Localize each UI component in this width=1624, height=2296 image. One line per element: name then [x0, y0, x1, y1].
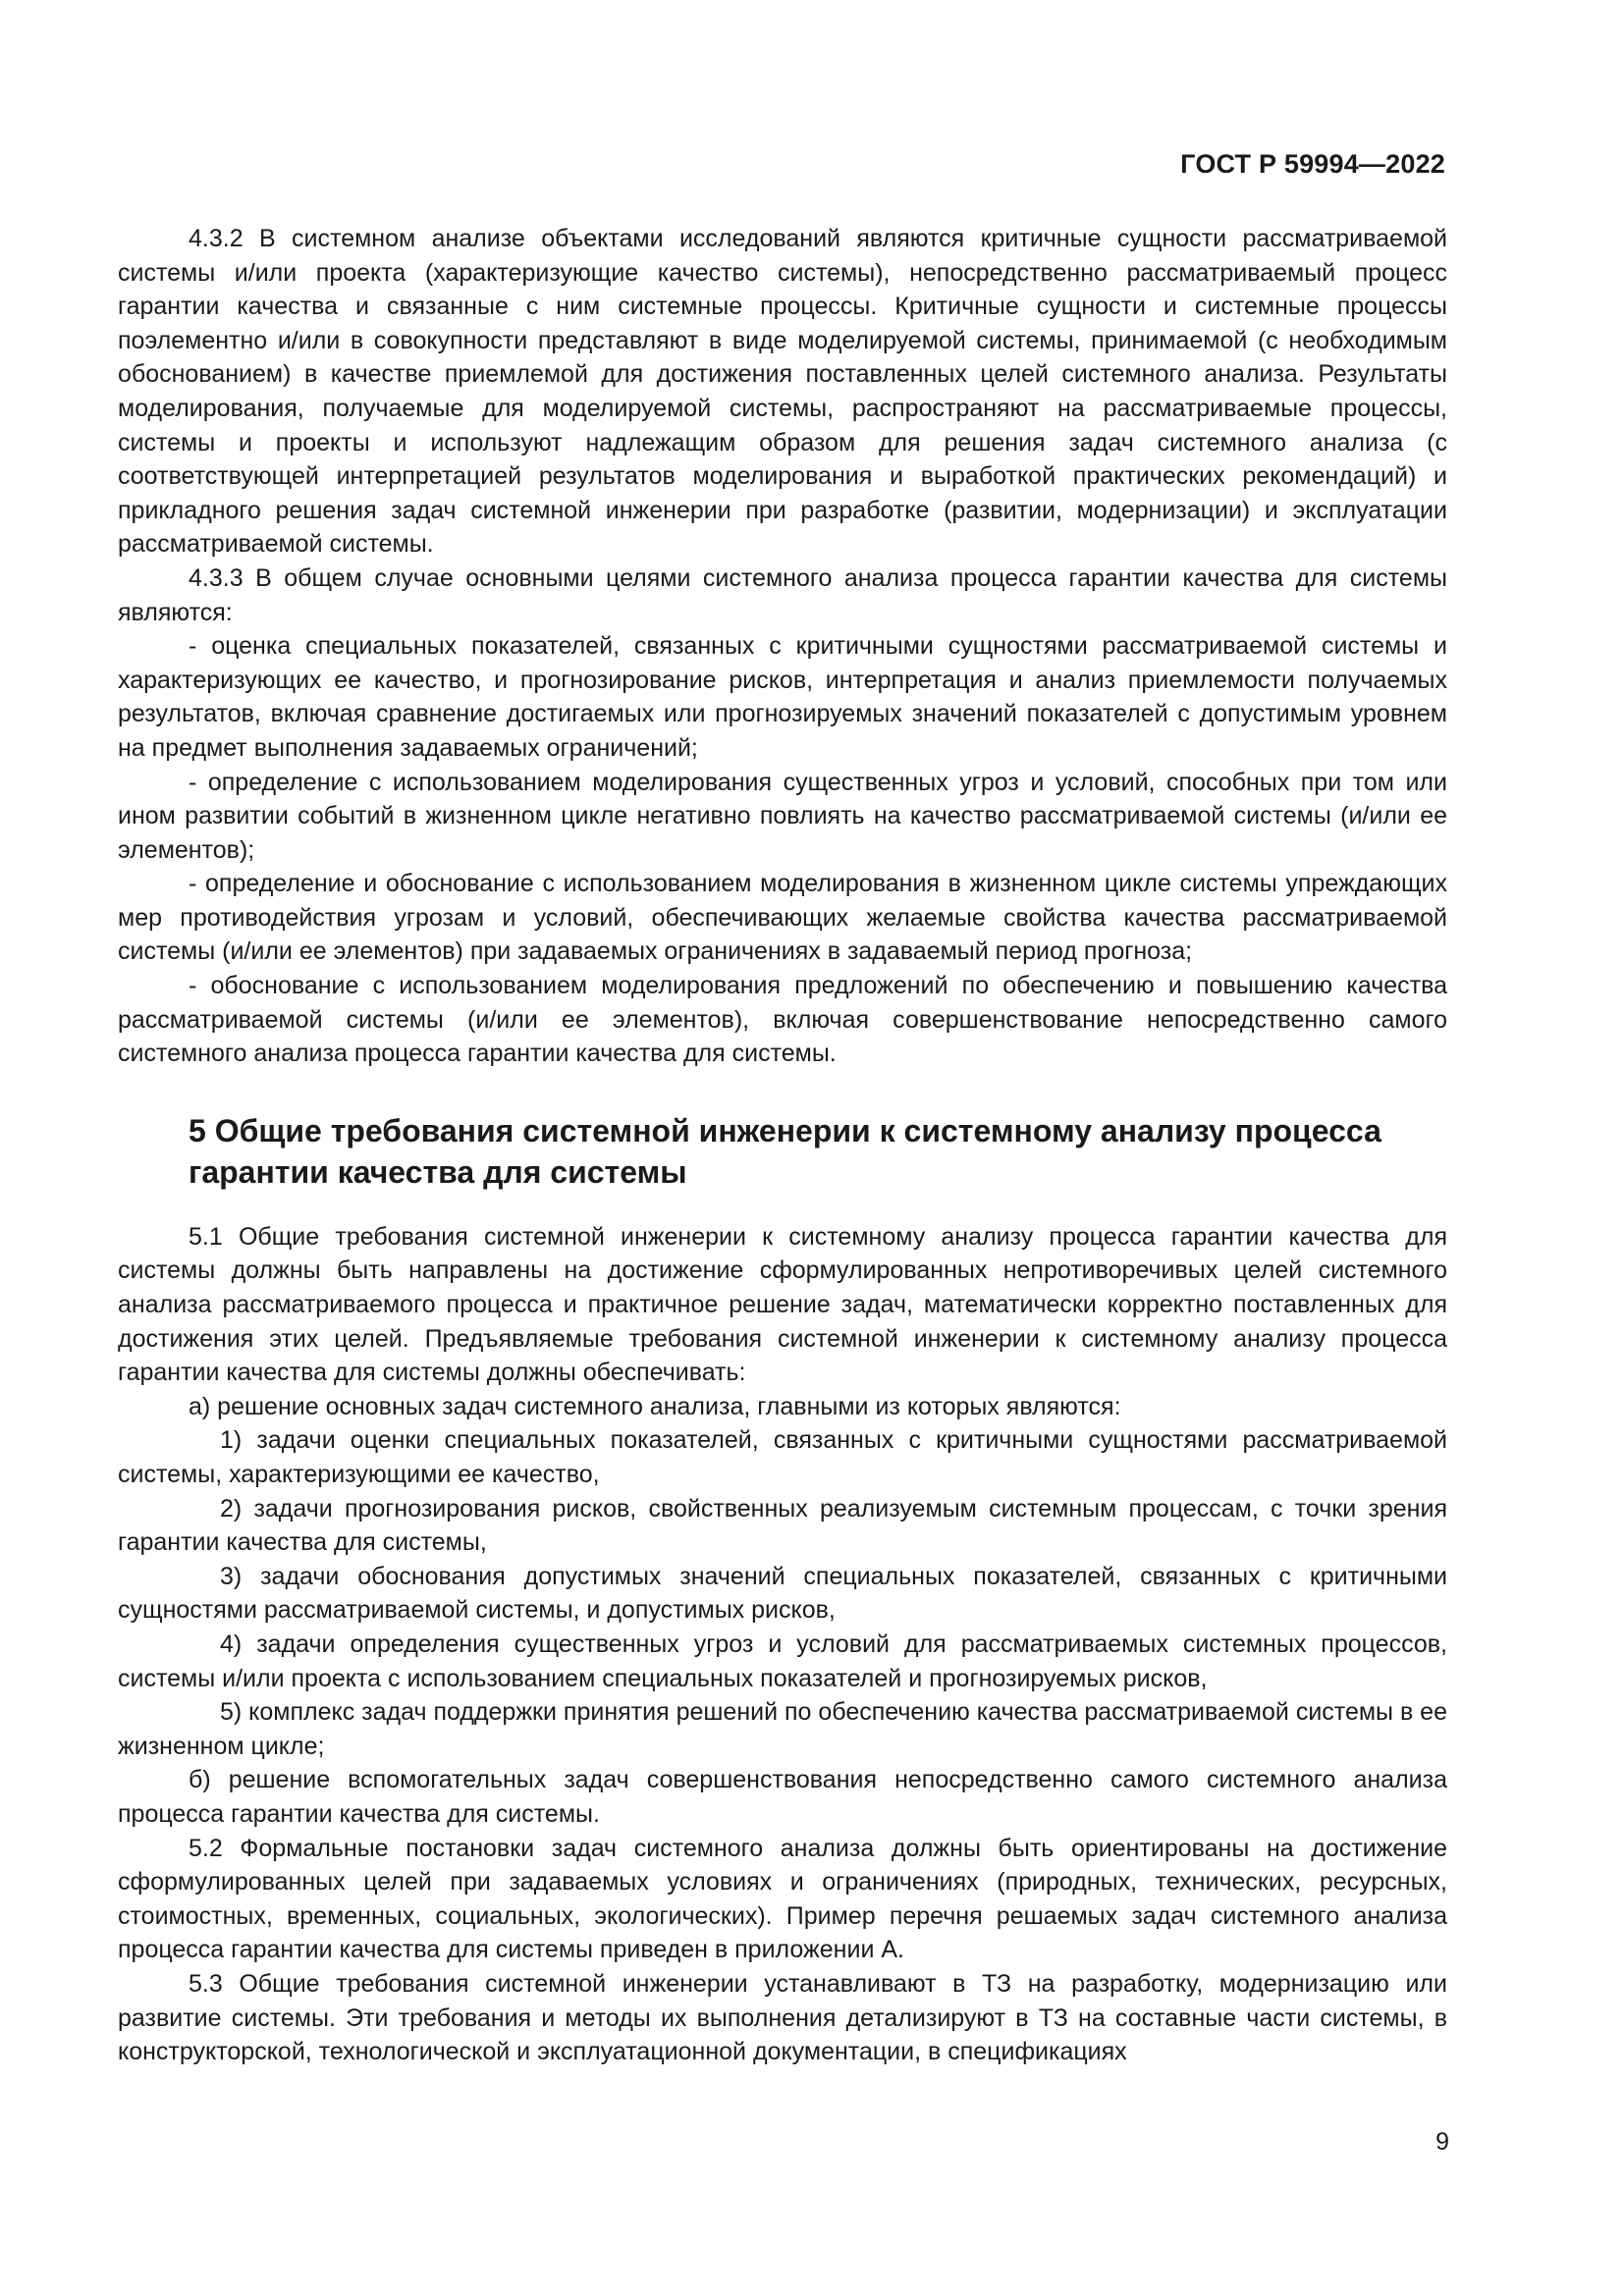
document-code: ГОСТ Р 59994—2022	[1180, 149, 1445, 179]
list-item: - определение и обоснование с использованием моделирования в жизненном цикле системы упреждающих мер противодействия угрозам и условий, обеспечивающих желаемые свойства качества рассматриваемой системы (и/или ее элементов) при задаваемых ограничениях в задаваемый период прогноза;	[118, 870, 1447, 966]
task-item: 3) задачи обоснования допустимых значений специальных показателей, связанных с критичными сущностями рассматриваемой системы, и допустимых рисков,	[118, 1562, 1447, 1625]
list-item: - оценка специальных показателей, связанных с критичными сущностями рассматриваемой системы и характеризующих ее качество, и прогнозирование рисков, интерпретация и анализ приемлемости получаемых результатов, включая сравнение достигаемых или прогнозируемых значений показателей с допустимым уровнем на предмет выполнения задаваемых ограничений;	[118, 632, 1447, 762]
list-item-a: а) решение основных задач системного анализа, главными из которых являются:	[189, 1392, 1121, 1420]
task-item: 1) задачи оценки специальных показателей, связанных с критичными сущностями рассматриваемой системы, характеризующими ее качество,	[118, 1426, 1447, 1488]
paragraph-4-3-3: 4.3.3 В общем случае основными целями системного анализа процесса гарантии качества для системы являются:	[118, 563, 1447, 626]
task-item: 2) задачи прогнозирования рисков, свойственных реализуемым системным процессам, с точки зрения гарантии качества для системы,	[118, 1494, 1447, 1557]
paragraph-5-1: 5.1 Общие требования системной инженерии к системному анализу процесса гарантии качества для системы должны быть направлены на достижение сформулированных непротиворечивых целей системного анализа рассматриваемого процесса и практичное решение задач, математически корректно поставленных для достижения этих целей. Предъявляемые требования системной инженерии к системному анализу процесса гарантии качества для системы должны обеспечивать:	[118, 1222, 1447, 1387]
task-item: 4) задачи определения существенных угроз и условий для рассматриваемых системных процессов, системы и/или проекта с использованием специальных показателей и прогнозируемых рисков,	[118, 1629, 1447, 1692]
list-item: - обоснование с использованием моделирования предложений по обеспечению и повышению качества рассматриваемой системы (и/или ее элементов), включая совершенствование непосредственно самого системного анализа процесса гарантии качества для системы.	[118, 972, 1447, 1068]
paragraph-4-3-2: 4.3.2 В системном анализе объектами исследований являются критичные сущности рассматриваемой системы и/или проекта (характеризующие качество системы), непосредственно рассматриваемый процесс гарантии качества и связанные с ним системные процессы. Критичные сущности и системные процессы поэлементно и/или в совокупности представляют в виде моделируемой системы, принимаемой (с необходимым обоснованием) в качестве приемлемой для достижения поставленных целей системного анализа. Результаты моделирования, получаемые для моделируемой системы, распространяют на рассматриваемые процессы, системы и проекты и используют надлежащим образом для решения задач системного анализа (с соответствующей интерпретацией результатов моделирования и выработкой практических рекомендаций) и прикладного решения задач системной инженерии при разработке (развитии, модернизации) и эксплуатации рассматриваемой системы.	[118, 225, 1447, 559]
task-item: 5) комплекс задач поддержки принятия решений по обеспечению качества рассматриваемой системы в ее жизненном цикле;	[118, 1698, 1447, 1760]
list-item-b: б) решение вспомогательных задач совершенствования непосредственно самого системного анализа процесса гарантии качества для системы.	[118, 1766, 1447, 1828]
paragraph-5-2: 5.2 Формальные постановки задач системного анализа должны быть ориентированы на достижение сформулированных целей при задаваемых условиях и ограничениях (природных, технических, ресурсных, стоимостных, временных, социальных, экологических). Пример перечня решаемых задач системного анализа процесса гарантии качества для системы приведен в приложении А.	[118, 1834, 1447, 1964]
page-number: 9	[1435, 2128, 1449, 2156]
list-item: - определение с использованием моделирования существенных угроз и условий, способных при том или ином развитии событий в жизненном цикле негативно повлиять на качество рассматриваемой системы (и/или ее элементов);	[118, 768, 1447, 864]
section-5-title: 5 Общие требования системной инженерии к системному анализу процесса гарантии качества для системы	[189, 1112, 1381, 1190]
paragraph-5-3: 5.3 Общие требования системной инженерии устанавливают в ТЗ на разработку, модернизацию или развитие системы. Эти требования и методы их выполнения детализируют в ТЗ на составные части системы, в конструкторской, технологической и эксплуатационной документации, в спецификациях	[118, 1969, 1447, 2066]
page-content	[118, 222, 1447, 2069]
